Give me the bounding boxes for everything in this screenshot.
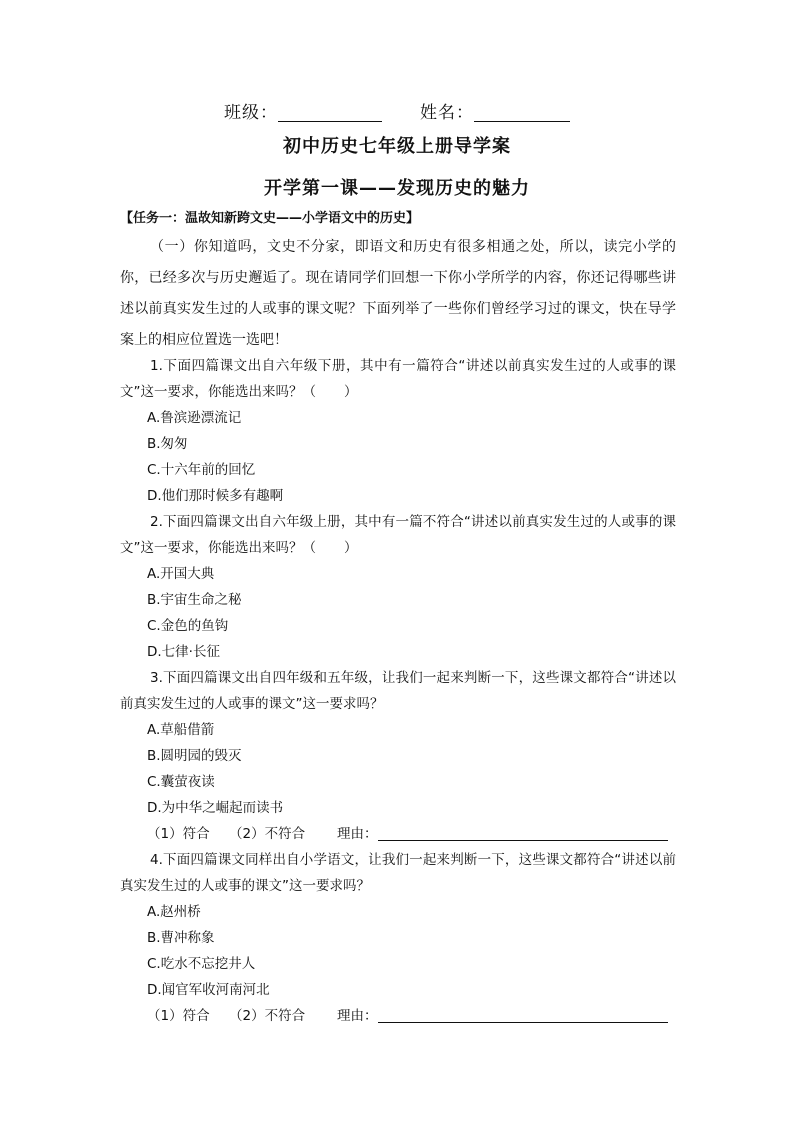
question-1: [120, 353, 676, 405]
q3-judge-row: [147, 824, 668, 844]
name-label: 姓名：: [420, 103, 474, 123]
q3-option-d: D.为中华之崛起而读书: [147, 800, 284, 816]
q4-judge-row: [147, 1006, 668, 1026]
task1-heading: 【任务一：温故知新跨文史——小学语文中的历史】: [120, 211, 420, 226]
q1-option-c: C.十六年前的回忆: [147, 462, 256, 478]
q3-option-c: C.囊萤夜读: [147, 774, 215, 790]
q3-reason-label: 理由：: [337, 826, 378, 842]
question-2-paren-close: ）: [344, 540, 358, 556]
question-2-text: 2.下面四篇课文出自六年级上册，其中有一篇不符合“讲述以前真实发生过的人或事的课文”这一要求，你能选出来吗？（: [120, 514, 676, 556]
class-label: 班级：: [224, 103, 278, 123]
class-blank: [278, 103, 382, 122]
q2-option-c: C.金色的鱼钩: [147, 618, 229, 634]
q4-choice-no[interactable]: （2）不符合: [229, 1008, 306, 1024]
q2-option-d: D.七律·长征: [147, 644, 220, 660]
q3-choice-no[interactable]: （2）不符合: [229, 826, 306, 842]
question-3: 3.下面四篇课文出自四年级和五年级，让我们一起来判断一下，这些课文都符合“讲述以前真实发生过的人或事的课文”这一要求吗？: [120, 670, 676, 712]
name-blank: [474, 103, 570, 122]
q1-option-d: D.他们那时候多有趣啊: [147, 488, 284, 504]
page-subtitle: 开学第一课——发现历史的魅力: [264, 178, 530, 199]
q3-option-b: B.圆明园的毁灭: [147, 748, 242, 764]
question-2: [120, 509, 676, 561]
question-4: 4.下面四篇课文同样出自小学语文，让我们一起来判断一下，这些课文都符合“讲述以前真实发生过的人或事的课文”这一要求吗？: [120, 852, 676, 894]
q2-option-b: B.宇宙生命之秘: [147, 592, 242, 608]
q4-option-d: D.闻官军收河南河北: [147, 982, 270, 998]
q4-option-a: A.赵州桥: [147, 904, 201, 920]
q1-option-b: B.匆匆: [147, 436, 188, 452]
question-1-text: 1.下面四篇课文出自六年级下册，其中有一篇符合“讲述以前真实发生过的人或事的课文”这一要求，你能选出来吗？（: [120, 358, 676, 400]
page-title: 初中历史七年级上册导学案: [283, 136, 511, 157]
q2-option-a: A.开国大典: [147, 566, 215, 582]
q4-reason-blank[interactable]: [378, 1008, 668, 1023]
q4-option-c: C.吃水不忘挖井人: [147, 956, 256, 972]
q1-option-a: A.鲁滨逊漂流记: [147, 410, 242, 426]
q4-reason-label: 理由：: [337, 1008, 378, 1024]
q3-option-a: A.草船借箭: [147, 722, 215, 738]
q3-reason-blank[interactable]: [378, 826, 668, 841]
q4-option-b: B.曹冲称象: [147, 930, 215, 946]
task1-intro: （一）你知道吗，文史不分家，即语文和历史有很多相通之处，所以，读完小学的你，已经多次与历史邂逅了。现在请同学们回想一下你小学所学的内容，你还记得哪些讲述以前真实发生过的人或事的课文呢？下面列举了一些你们曾经学习过的课文，快在导学案上的相应位置选一选吧！: [120, 239, 676, 348]
q4-choice-yes[interactable]: （1）符合: [147, 1008, 210, 1024]
question-1-paren-close: ）: [344, 384, 358, 400]
q3-choice-yes[interactable]: （1）符合: [147, 826, 210, 842]
student-info-line: [0, 98, 794, 123]
